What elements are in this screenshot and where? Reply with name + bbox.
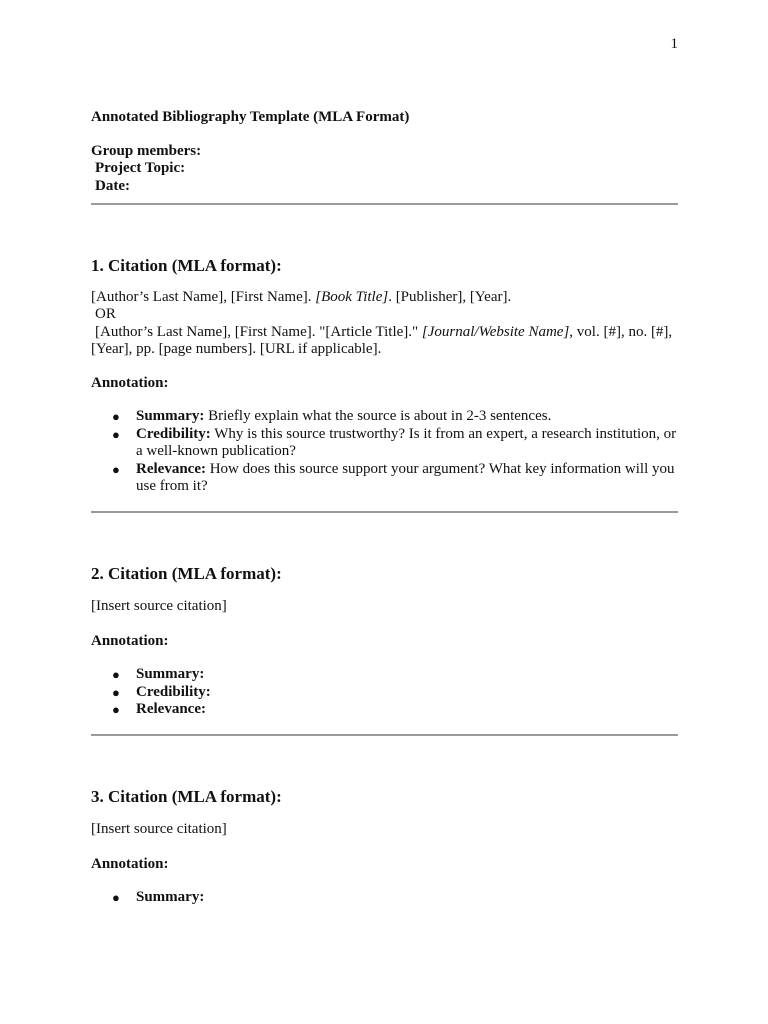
bullet-icon: ● — [112, 702, 120, 717]
citation-journal-name: [Journal/Website Name] — [421, 323, 570, 340]
citation-or: OR — [95, 306, 116, 322]
citation-section-2 — [91, 565, 678, 736]
citation-placeholder: [Insert source citation] — [91, 598, 227, 614]
item-label: Summary: — [136, 408, 205, 424]
bullet-icon: ● — [112, 667, 120, 682]
item-label: Relevance: — [136, 460, 206, 477]
section-heading: 3. Citation (MLA format): — [91, 786, 282, 806]
section-heading: 1. Citation (MLA format): — [91, 256, 282, 275]
list-item — [91, 684, 678, 702]
section-divider — [91, 511, 678, 513]
bullet-icon: ● — [112, 426, 120, 442]
item-label: Summary: — [136, 666, 205, 682]
item-text: Why is this source trustworthy? Is it from an expert, a research institution, or a well-known publication? — [136, 425, 677, 459]
annotation-label: Annotation: — [91, 855, 169, 872]
item-text: Briefly explain what the source is about in 2-3 sentences. — [204, 408, 552, 424]
citation-book-title: [Book Title] — [315, 288, 389, 305]
list-item — [91, 426, 678, 461]
list-item — [91, 889, 678, 907]
citation-book-part: [Author’s Last Name], [First Name]. — [91, 288, 316, 305]
section-divider — [91, 203, 678, 205]
bullet-icon: ● — [112, 684, 120, 700]
item-label: Credibility: — [136, 425, 211, 442]
section-heading: 2. Citation (MLA format): — [91, 563, 282, 583]
citation-section-3 — [91, 788, 678, 907]
section-divider — [91, 734, 678, 736]
bullet-icon: ● — [112, 409, 120, 424]
item-label: Summary: — [136, 889, 205, 905]
list-item — [91, 408, 678, 426]
group-members-label: Group members: — [91, 142, 202, 159]
annotation-list — [91, 666, 678, 719]
annotation-label: Annotation: — [91, 374, 169, 391]
document-title: Annotated Bibliography Template (MLA Format) — [91, 109, 410, 125]
list-item — [91, 461, 678, 496]
bullet-icon: ● — [112, 890, 120, 905]
date-label: Date: — [95, 177, 130, 194]
item-text: How does this source support your argument? What key information will you use from it? — [136, 460, 675, 494]
annotation-label: Annotation: — [91, 632, 169, 649]
page-number: 1 — [670, 36, 678, 52]
document-body — [91, 109, 678, 907]
annotation-list — [91, 408, 678, 496]
citation-text — [91, 289, 678, 359]
project-topic-label: Project Topic: — [95, 160, 186, 176]
citation-placeholder: [Insert source citation] — [91, 821, 227, 837]
bullet-icon: ● — [112, 461, 120, 477]
citation-article-part: [Author’s Last Name], [First Name]. "[Article Title]." — [95, 323, 422, 340]
list-item — [91, 701, 678, 719]
citation-article-rest: , vol. [#], no. [#], [Year], pp. [page numbers]. [URL if applicable]. — [91, 323, 673, 357]
list-item — [91, 666, 678, 684]
annotation-list — [91, 889, 678, 907]
item-label: Credibility: — [136, 683, 211, 700]
document-meta — [91, 143, 678, 196]
citation-book-rest: . [Publisher], [Year]. — [388, 288, 512, 305]
citation-section-1 — [91, 257, 678, 513]
item-label: Relevance: — [136, 701, 206, 717]
